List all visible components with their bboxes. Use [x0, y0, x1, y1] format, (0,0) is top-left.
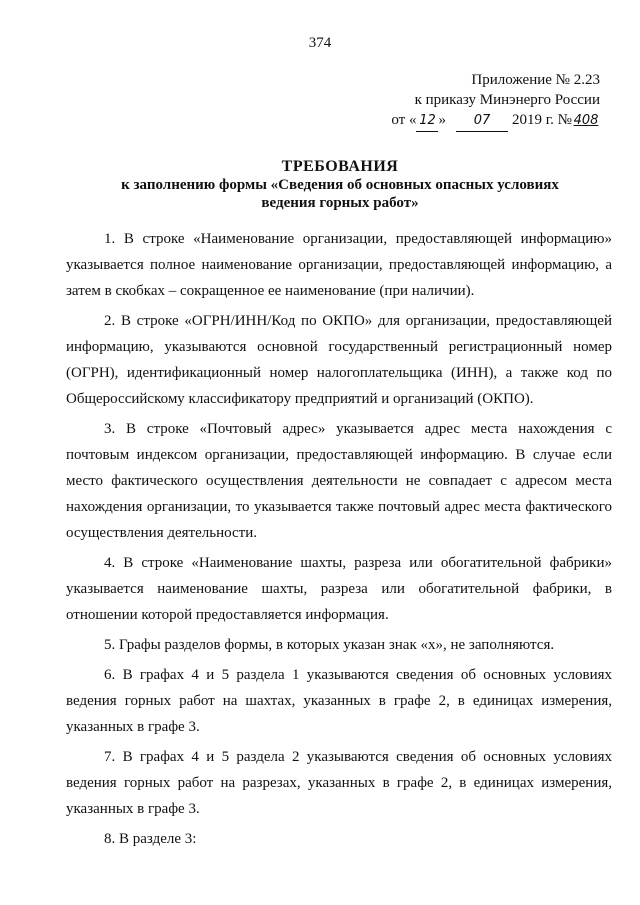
title-line-1: к заполнению формы «Сведения об основных опасных условиях — [121, 177, 559, 193]
page-number: 374 — [308, 35, 332, 51]
title-line-2: ведения горных работ» — [261, 195, 419, 211]
paragraph: 2. В строке «ОГРН/ИНН/Код по ОКПО» для организации, предоставляющей информацию, указываются основной государственный регистрационный номер (ОГРН), идентификационный номер налогоплательщика (ИНН), а также код по Общероссийскому классификатору предприятий и организаций (ОКПО). — [66, 313, 612, 407]
paragraph: 6. В графах 4 и 5 раздела 1 указываются сведения об основных условиях ведения горных работ на шахтах, указанных в графе 2, в единицах измерения, указанных в графе 3. — [66, 667, 612, 735]
order-reference: к приказу Минэнерго России — [414, 92, 600, 108]
appendix-header — [391, 70, 600, 132]
document-body — [66, 226, 612, 856]
title-heading: ТРЕБОВАНИЯ — [281, 158, 399, 175]
handwritten-day: 12 — [416, 111, 438, 132]
date-year: 2019 г. № — [511, 112, 572, 128]
paragraph: 8. В разделе 3: — [104, 831, 197, 847]
date-day-suffix: » — [438, 112, 446, 128]
handwritten-order-number: 408 — [573, 113, 599, 128]
paragraph: 7. В графах 4 и 5 раздела 2 указываются сведения об основных условиях ведения горных работ на разрезах, указанных в графе 2, в единицах измерения, указанных в графе 3. — [66, 749, 612, 817]
paragraph: 5. Графы разделов формы, в которых указан знак «x», не заполняются. — [104, 637, 555, 653]
date-prefix: от « — [391, 112, 417, 128]
appendix-number: Приложение № 2.23 — [471, 72, 600, 88]
paragraph: 3. В строке «Почтовый адрес» указывается адрес места нахождения с почтовым индексом организации, предоставляющей информацию. В случае если место фактического осуществления деятельности не совпадает с адресом места нахождения организации, то указывается также почтовый адрес места фактического осуществления деятельности. — [66, 421, 612, 541]
paragraph: 4. В строке «Наименование шахты, разреза или обогатительной фабрики» указывается наименование шахты, разреза или обогатительной фабрики, в отношении которой предоставляется информация. — [66, 555, 612, 623]
order-date-line — [391, 110, 600, 132]
document-title — [60, 158, 620, 212]
paragraph: 1. В строке «Наименование организации, предоставляющей информацию» указывается полное наименование организации, предоставляющей информацию, а затем в скобках – сокращенное ее наименование (при наличии). — [66, 231, 612, 299]
handwritten-month: 07 — [456, 111, 508, 132]
